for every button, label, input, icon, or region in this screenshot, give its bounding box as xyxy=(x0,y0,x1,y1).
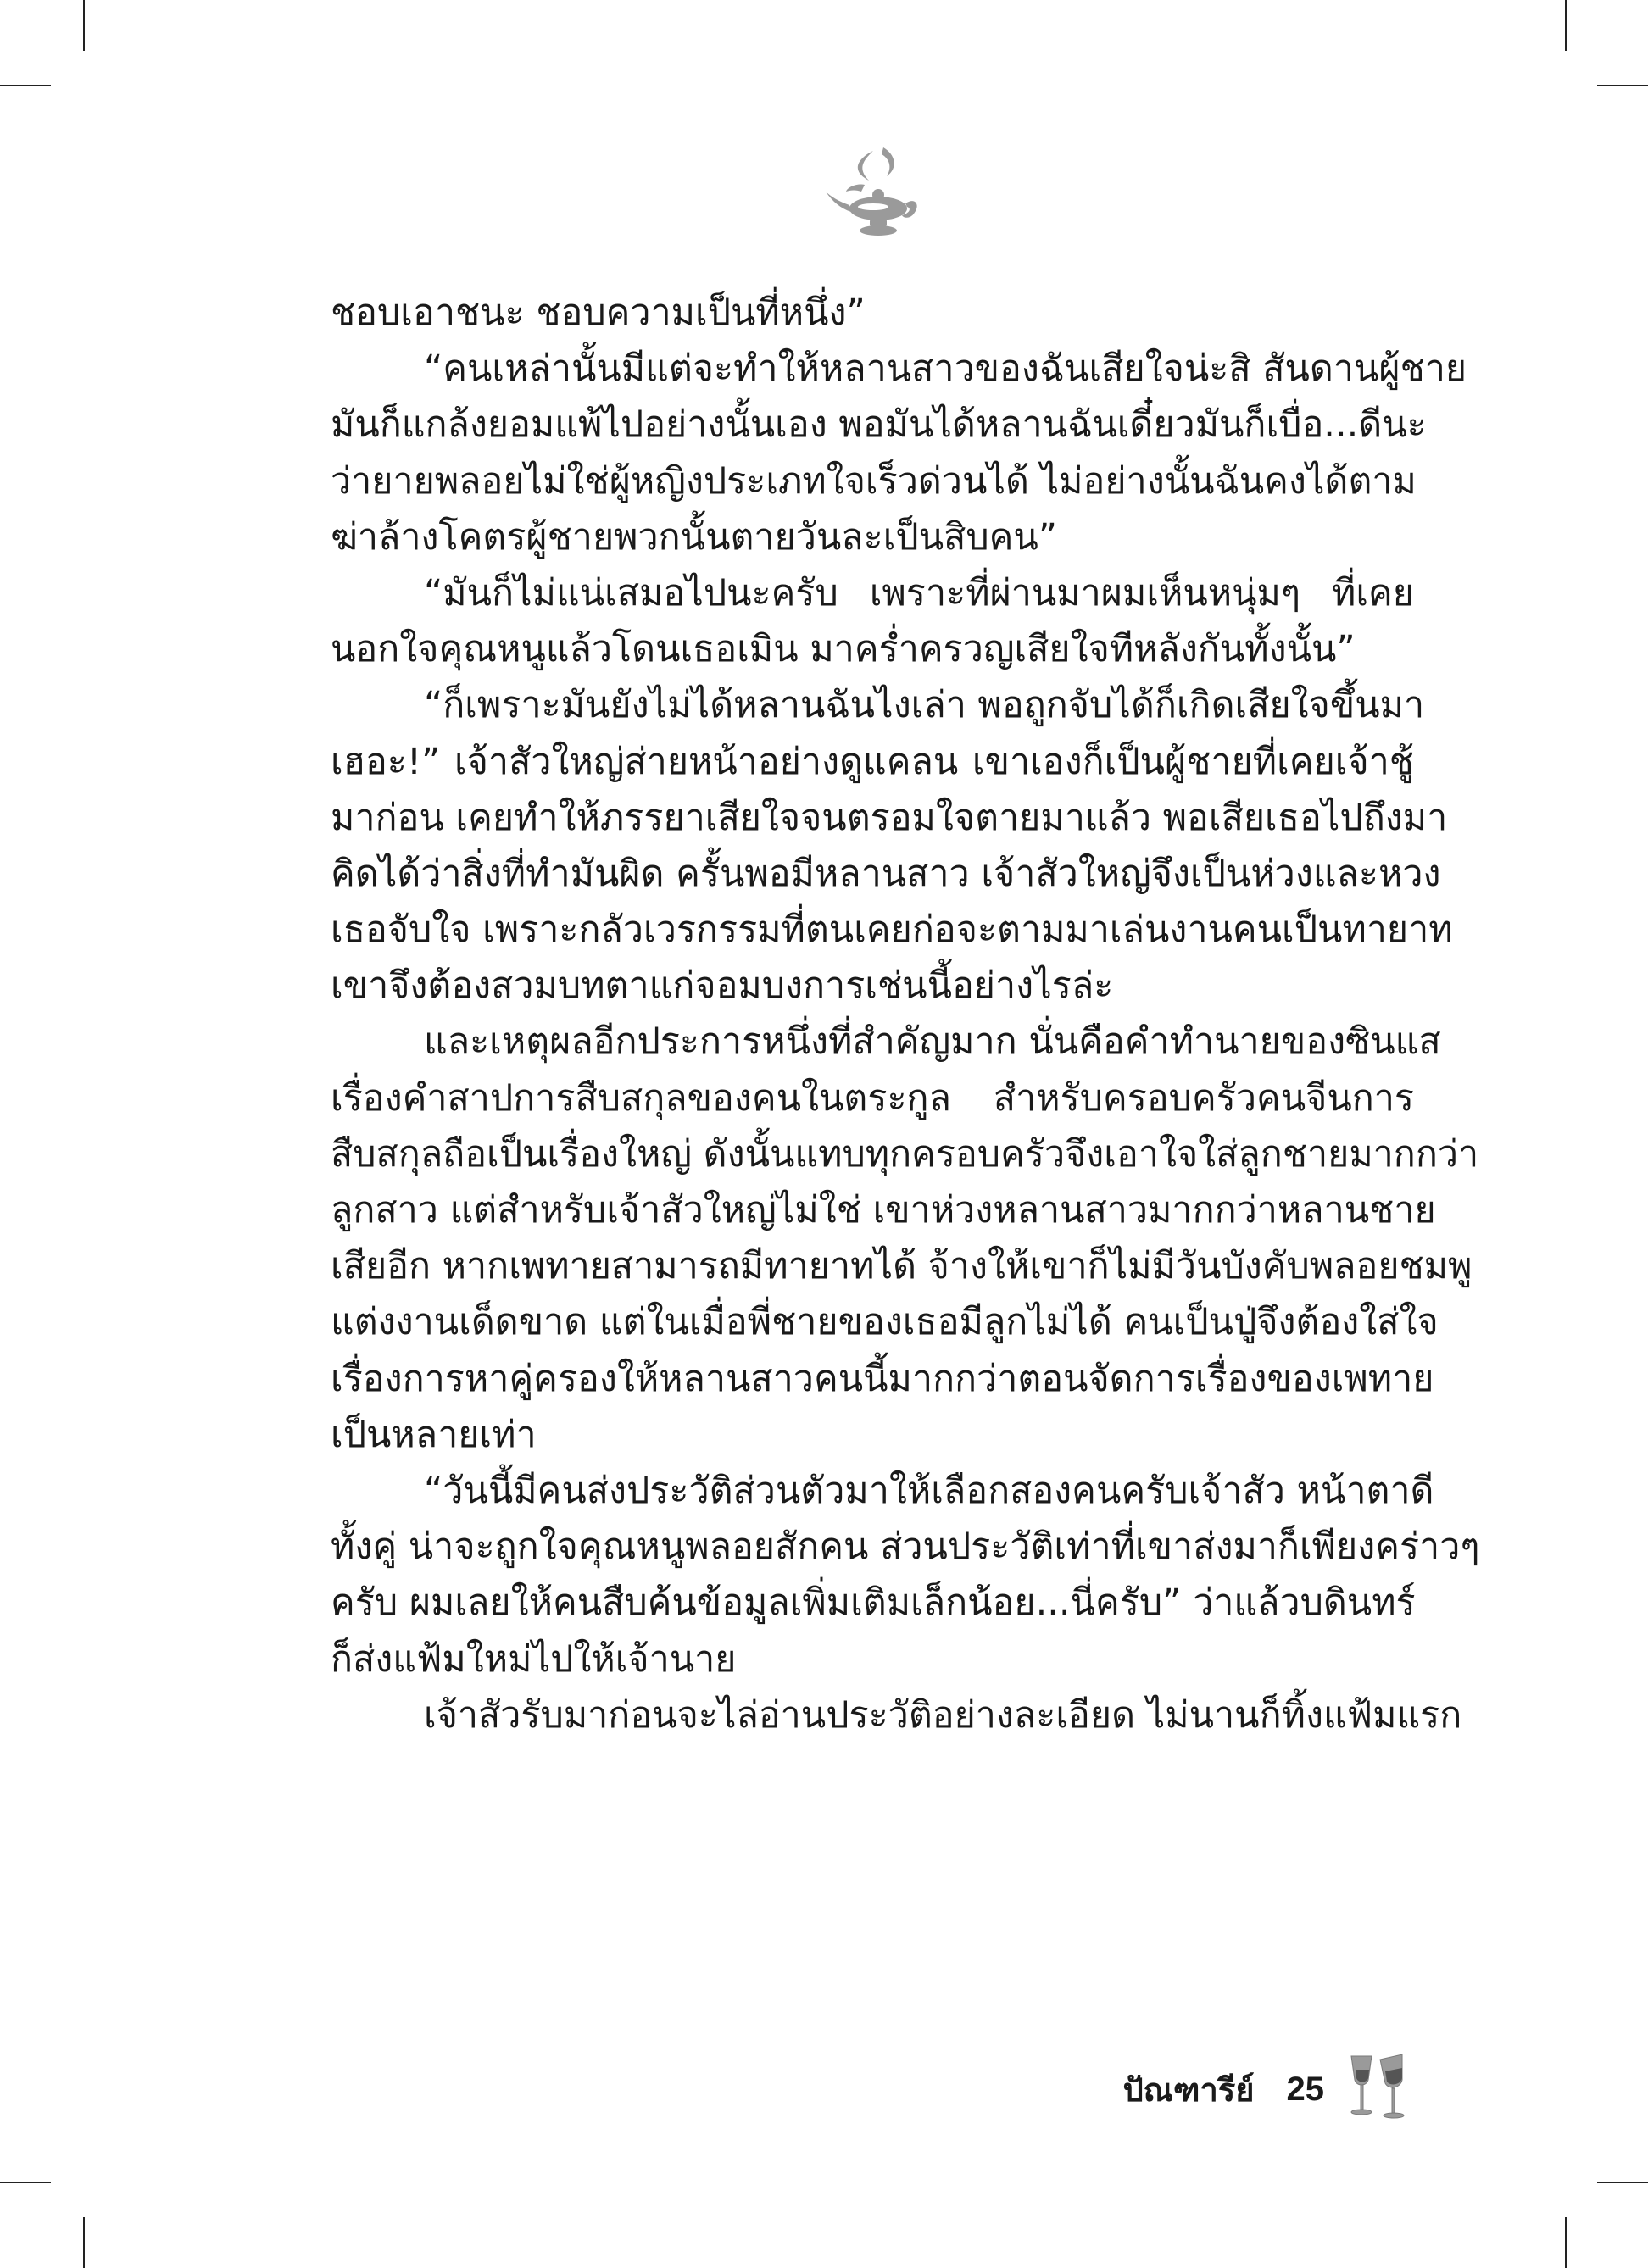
text-line: “มันก็ไม่แน่เสมอไปนะครับ เพราะที่ผ่านมาผมเห็นหนุ่มๆ ที่เคย xyxy=(424,571,1414,614)
genie-lamp-icon xyxy=(822,142,924,244)
crop-mark xyxy=(0,2182,51,2183)
text-line: ก็ส่งแฟ้มใหม่ไปให้เจ้านาย xyxy=(331,1637,737,1681)
crop-mark xyxy=(1597,2182,1648,2183)
text-line: เรื่องการหาคู่ครองให้หลานสาวคนนี้มากกว่าตอนจัดการเรื่องของเพทาย xyxy=(331,1357,1434,1400)
text-line: สืบสกุลถือเป็นเรื่องใหญ่ ดังนั้นแทบทุกครอบครัวจึงเอาใจใส่ลูกชายมากกว่า xyxy=(331,1132,1479,1176)
text-line: “คนเหล่านั้นมีแต่จะทำให้หลานสาวของฉันเสียใจน่ะสิ สันดานผู้ชาย xyxy=(424,347,1467,391)
text-line: มาก่อน เคยทำให้ภรรยาเสียใจจนตรอมใจตายมาแล้ว พอเสียเธอไปถึงมา xyxy=(331,796,1448,839)
crop-mark xyxy=(1597,85,1648,86)
text-line: นอกใจคุณหนูแล้วโดนเธอเมิน มาคร่ำครวญเสียใจทีหลังกันทั้งนั้น” xyxy=(331,628,1356,671)
crop-mark xyxy=(1565,0,1567,51)
text-line: เสียอีก หากเพทายสามารถมีทายาทได้ จ้างให้เขาก็ไม่มีวันบังคับพลอยชมพู xyxy=(331,1245,1473,1288)
wine-glasses-icon xyxy=(1343,2051,1411,2127)
text-line: ฆ่าล้างโคตรผู้ชายพวกนั้นตายวันละเป็นสิบคน” xyxy=(331,515,1058,559)
page-number: 25 xyxy=(1286,2070,1324,2108)
body-text xyxy=(331,285,1480,1743)
text-line: เจ้าสัวรับมาก่อนจะไล่อ่านประวัติอย่างละเอียด ไม่นานก็ทิ้งแฟ้มแรก xyxy=(424,1693,1462,1737)
text-line: และเหตุผลอีกประการหนึ่งที่สำคัญมาก นั่นคือคำทำนายของซินแส xyxy=(424,1020,1441,1064)
crop-mark xyxy=(0,85,51,86)
crop-mark xyxy=(83,2217,85,2268)
author-name: ปัณฑารีย์ xyxy=(1122,2071,1255,2109)
crop-mark xyxy=(1565,2217,1567,2268)
text-line: ลูกสาว แต่สำหรับเจ้าสัวใหญ่ไม่ใช่ เขาห่วงหลานสาวมากกว่าหลานชาย xyxy=(331,1189,1436,1231)
text-line: ชอบเอาชนะ ชอบความเป็นที่หนึ่ง” xyxy=(331,292,866,334)
text-line: เรื่องคำสาปการสืบสกุลของคนในตระกูล สำหรับครอบครัวคนจีนการ xyxy=(331,1076,1414,1120)
text-line: คิดได้ว่าสิ่งที่ทำมันผิด ครั้นพอมีหลานสาว เจ้าสัวใหญ่จึงเป็นห่วงและหวง xyxy=(331,852,1441,895)
text-line: “ก็เพราะมันยังไม่ได้หลานฉันไงเล่า พอถูกจับได้ก็เกิดเสียใจขึ้นมา xyxy=(424,684,1425,727)
page-footer xyxy=(1123,2051,1411,2127)
text-line: แต่งงานเด็ดขาด แต่ในเมื่อพี่ชายของเธอมีลูกไม่ได้ คนเป็นปู่จึงต้องใส่ใจ xyxy=(331,1301,1439,1344)
text-line: เฮอะ!” เจ้าสัวใหญ่ส่ายหน้าอย่างดูแคลน เขาเองก็เป็นผู้ชายที่เคยเจ้าชู้ xyxy=(331,740,1414,783)
text-line: มันก็แกล้งยอมแพ้ไปอย่างนั้นเอง พอมันได้หลานฉันเดี๋ยวมันก็เบื่อ...ดีนะ xyxy=(331,403,1427,447)
text-line: เป็นหลายเท่า xyxy=(331,1413,537,1456)
text-line: เขาจึงต้องสวมบทตาแก่จอมบงการเช่นนี้อย่างไรล่ะ xyxy=(331,964,1114,1008)
text-line: ทั้งคู่ น่าจะถูกใจคุณหนูพลอยสักคน ส่วนประวัติเท่าที่เขาส่งมาก็เพียงคร่าวๆ xyxy=(331,1526,1480,1569)
text-line: “วันนี้มีคนส่งประวัติส่วนตัวมาให้เลือกสองคนครับเจ้าสัว หน้าตาดี xyxy=(424,1469,1434,1512)
text-line: ว่ายายพลอยไม่ใช่ผู้หญิงประเภทใจเร็วด่วนได้ ไม่อย่างนั้นฉันคงได้ตาม xyxy=(331,459,1417,503)
text-line: ครับ ผมเลยให้คนสืบค้นข้อมูลเพิ่มเติมเล็กน้อย...นี่ครับ” ว่าแล้วบดินทร์ xyxy=(331,1581,1416,1625)
text-line: เธอจับใจ เพราะกลัวเวรกรรมที่ตนเคยก่อจะตามมาเล่นงานคนเป็นทายาท xyxy=(331,909,1453,952)
crop-mark xyxy=(83,0,85,51)
